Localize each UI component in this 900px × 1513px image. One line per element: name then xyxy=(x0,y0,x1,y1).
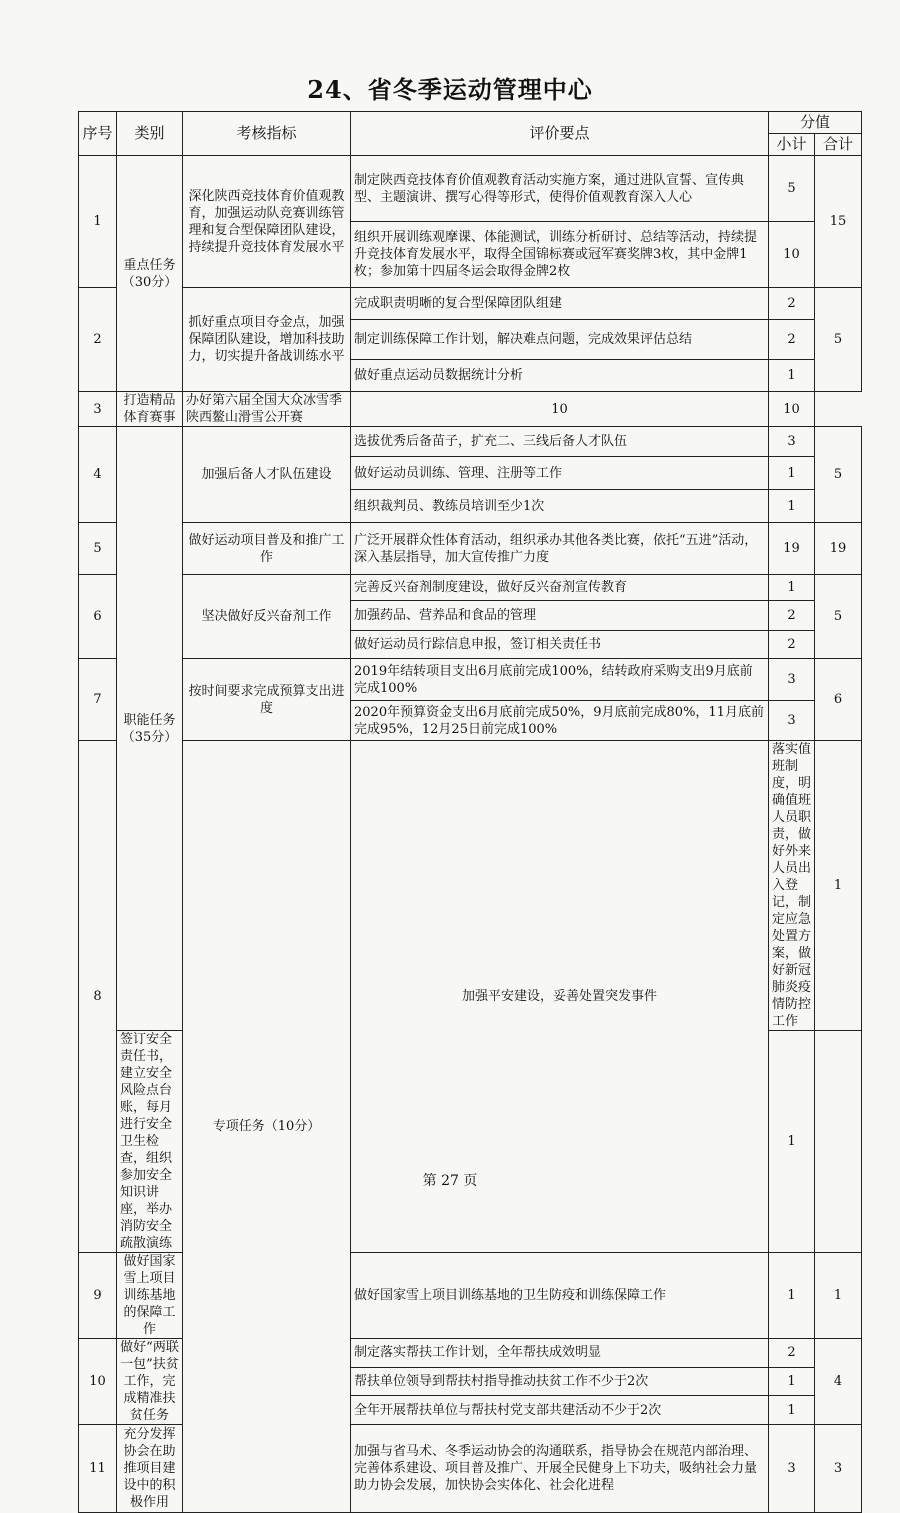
assessment-table xyxy=(78,111,862,1513)
subtotal-cell: 10 xyxy=(769,222,815,288)
point-cell: 2020年预算资金支出6月底前完成50%，9月底前完成80%，11月底前完成95%，12月25日前完成100% xyxy=(351,701,769,741)
point-cell: 签订安全责任书，建立安全风险点台账，每月进行安全卫生检查，组织参加安全知识讲座，举办消防安全疏散演练 xyxy=(117,1031,183,1253)
indicator-cell: 抓好重点项目夺金点，加强保障团队建设，增加科技助力，切实提升备战训练水平 xyxy=(183,288,351,392)
total-cell: 5 xyxy=(815,575,862,659)
point-cell: 做好国家雪上项目训练基地的卫生防疫和训练保障工作 xyxy=(351,1253,769,1339)
row-number: 8 xyxy=(79,741,117,1253)
indicator-cell: 加强平安建设，妥善处置突发事件 xyxy=(351,741,769,1253)
row-number: 11 xyxy=(79,1425,117,1513)
subtotal-cell: 2 xyxy=(769,601,815,631)
row-number: 3 xyxy=(79,392,117,427)
indicator-cell: 做好运动项目普及和推广工作 xyxy=(183,523,351,575)
indicator-cell: 按时间要求完成预算支出进度 xyxy=(183,659,351,741)
subtotal-cell: 5 xyxy=(769,156,815,222)
point-cell: 全年开展帮扶单位与帮扶村党支部共建活动不少于2次 xyxy=(351,1396,769,1425)
total-cell: 3 xyxy=(815,1425,862,1513)
subtotal-cell: 1 xyxy=(815,741,862,1031)
point-cell: 完善反兴奋剂制度建设，做好反兴奋剂宣传教育 xyxy=(351,575,769,601)
subtotal-cell: 1 xyxy=(769,1253,815,1339)
subtotal-cell: 3 xyxy=(769,1425,815,1513)
table-row xyxy=(79,523,862,575)
point-cell: 落实值班制度，明确值班人员职责，做好外来人员出入登记，制定应急处置方案，做好新冠肺炎疫情防控工作 xyxy=(769,741,815,1031)
table-row xyxy=(79,427,862,457)
row-number: 10 xyxy=(79,1339,117,1425)
indicator-cell: 做好国家雪上项目训练基地的保障工作 xyxy=(117,1253,183,1339)
header-points: 评价要点 xyxy=(351,112,769,156)
subtotal-cell: 3 xyxy=(769,659,815,701)
total-cell: 15 xyxy=(815,156,862,288)
header-indicator: 考核指标 xyxy=(183,112,351,156)
point-cell: 制定陕西竞技体育价值观教育活动实施方案，通过进队宣誓、宣传典型、主题演讲、撰写心得等形式，使得价值观教育深入人心 xyxy=(351,156,769,222)
point-cell: 组织开展训练观摩课、体能测试，训练分析研讨、总结等活动，持续提升竞技体育发展水平，取得全国锦标赛或冠军赛奖牌3枚，其中金牌1枚；参加第十四届冬运会取得金牌2枚 xyxy=(351,222,769,288)
subtotal-cell: 3 xyxy=(769,427,815,457)
table-row xyxy=(79,392,862,427)
indicator-cell: 充分发挥协会在助推项目建设中的积极作用 xyxy=(117,1425,183,1513)
subtotal-cell: 1 xyxy=(769,1367,815,1396)
table-row xyxy=(79,288,862,320)
header-category: 类别 xyxy=(117,112,183,156)
page-number: 第 27 页 xyxy=(422,1173,478,1189)
page-title: 24、省冬季运动管理中心 xyxy=(307,75,593,104)
point-cell: 办好第六届全国大众冰雪季陕西鳌山滑雪公开赛 xyxy=(183,392,351,427)
subtotal-cell: 1 xyxy=(769,457,815,490)
total-cell: 4 xyxy=(815,1339,862,1425)
subtotal-cell: 10 xyxy=(351,392,769,427)
subtotal-cell: 1 xyxy=(769,575,815,601)
point-cell: 广泛开展群众性体育活动，组织承办其他各类比赛，依托“五进”活动，深入基层指导，加大宣传推广力度 xyxy=(351,523,769,575)
category-cell: 专项任务（10分） xyxy=(183,741,351,1513)
point-cell: 2019年结转项目支出6月底前完成100%，结转政府采购支出9月底前完成100% xyxy=(351,659,769,701)
row-number: 1 xyxy=(79,156,117,288)
total-cell: 5 xyxy=(815,427,862,523)
header-subtotal: 小计 xyxy=(769,134,815,156)
total-cell: 6 xyxy=(815,659,862,741)
subtotal-cell: 2 xyxy=(769,1339,815,1368)
table-row xyxy=(79,741,862,1031)
table-row xyxy=(79,156,862,222)
total-cell: 19 xyxy=(815,523,862,575)
header-total: 合计 xyxy=(815,134,862,156)
row-number: 9 xyxy=(79,1253,117,1339)
subtotal-cell: 3 xyxy=(769,701,815,741)
subtotal-cell: 2 xyxy=(769,320,815,360)
table-row xyxy=(79,575,862,601)
subtotal-cell: 2 xyxy=(769,631,815,659)
subtotal-cell: 1 xyxy=(769,1031,815,1253)
subtotal-cell: 1 xyxy=(769,1396,815,1425)
indicator-cell: 深化陕西竞技体育价值观教育，加强运动队竞赛训练管理和复合型保障团队建设，持续提升竞技体育发展水平 xyxy=(183,156,351,288)
total-cell: 10 xyxy=(769,392,815,427)
row-number: 6 xyxy=(79,575,117,659)
subtotal-cell: 1 xyxy=(769,360,815,392)
point-cell: 制定落实帮扶工作计划，全年帮扶成效明显 xyxy=(351,1339,769,1368)
point-cell: 做好运动员行踪信息申报，签订相关责任书 xyxy=(351,631,769,659)
subtotal-cell: 1 xyxy=(769,490,815,523)
total-cell: 1 xyxy=(815,1253,862,1339)
point-cell: 加强与省马术、冬季运动协会的沟通联系，指导协会在规范内部治理、完善体系建设、项目普及推广、开展全民健身上下功夫，吸纳社会力量助力协会发展，加快协会实体化、社会化进程 xyxy=(351,1425,769,1513)
subtotal-cell: 2 xyxy=(769,288,815,320)
subtotal-cell: 19 xyxy=(769,523,815,575)
row-number: 4 xyxy=(79,427,117,523)
indicator-cell: 加强后备人才队伍建设 xyxy=(183,427,351,523)
table-row xyxy=(79,659,862,701)
indicator-cell: 打造精品体育赛事 xyxy=(117,392,183,427)
category-cell: 职能任务（35分） xyxy=(117,427,183,1031)
point-cell: 帮扶单位领导到帮扶村指导推动扶贫工作不少于2次 xyxy=(351,1367,769,1396)
point-cell: 选拔优秀后备苗子，扩充二、三线后备人才队伍 xyxy=(351,427,769,457)
point-cell: 组织裁判员、教练员培训至少1次 xyxy=(351,490,769,523)
point-cell: 完成职责明晰的复合型保障团队组建 xyxy=(351,288,769,320)
point-cell: 制定训练保障工作计划，解决难点问题，完成效果评估总结 xyxy=(351,320,769,360)
row-number: 2 xyxy=(79,288,117,392)
point-cell: 做好重点运动员数据统计分析 xyxy=(351,360,769,392)
point-cell: 做好运动员训练、管理、注册等工作 xyxy=(351,457,769,490)
indicator-cell: 坚决做好反兴奋剂工作 xyxy=(183,575,351,659)
category-cell: 重点任务（30分） xyxy=(117,156,183,392)
total-cell: 5 xyxy=(815,288,862,392)
header-score: 分值 xyxy=(769,112,862,134)
point-cell: 加强药品、营养品和食品的管理 xyxy=(351,601,769,631)
row-number: 5 xyxy=(79,523,117,575)
header-no: 序号 xyxy=(79,112,117,156)
row-number: 7 xyxy=(79,659,117,741)
indicator-cell: 做好“两联一包”扶贫工作，完成精准扶贫任务 xyxy=(117,1339,183,1425)
